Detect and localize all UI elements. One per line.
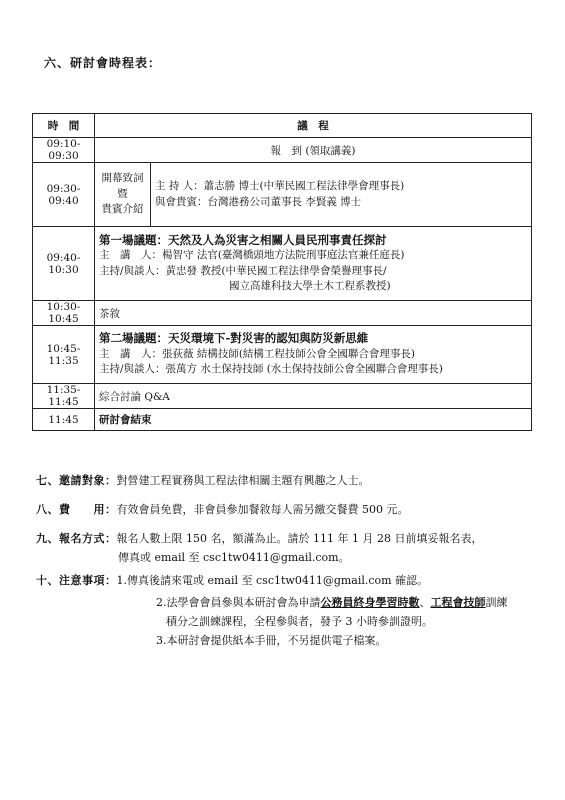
- row-time: 11:35-11:45: [33, 384, 95, 409]
- table-row: [33, 227, 532, 301]
- row-time: 09:40-10:30: [33, 227, 95, 301]
- session-2-title: 第二場議題：天災環境下-對災害的認知與防災新思維: [99, 331, 369, 346]
- section-title: 六、研討會時程表：: [44, 56, 162, 70]
- notice-2-line2: 積分之訓練課程，全程參與者，發予 3 小時參訓證明。: [166, 615, 433, 628]
- notice-3: 3.本研討會提供紙本手冊，不另提供電子檔案。: [156, 634, 387, 647]
- table-row: [33, 384, 532, 409]
- notice-row: 十、注意事項：1.傳真後請來電或 email 至 csc1tw0411@gmail.com 確認。: [36, 574, 429, 587]
- fee-row: 八、費 用：有效會員免費，非會員參加餐敘每人需另繳交餐費 500 元。: [36, 503, 409, 516]
- table-row: [33, 409, 532, 431]
- row-text: 綜合討論 Q&A: [95, 384, 532, 409]
- registration-row: 九、報名方式：報名人數上限 150 名，額滿為止。請於 111 年 1 月 28 日前填妥報名表，: [36, 532, 483, 545]
- registration-line2: 傳真或 email 至 csc1tw0411@gmail.com。: [118, 551, 350, 564]
- opening-label: 開幕致詞 暨 貴賓介紹: [95, 163, 151, 227]
- row-details: 第二場議題：天災環境下-對災害的認知與防災新思維 主 講 人：張荻薇 結構技師(結構工程技師公會全國聯合會理事長) 主持/與談人：張萬方 水土保持技師 (水土保持技師公會全國聯合會理事長): [95, 326, 532, 384]
- table-row: [33, 326, 532, 384]
- session-1-title: 第一場議題：天然及人為災害之相關人員民刑事責任探討: [99, 232, 387, 247]
- row-time: 09:30-09:40: [33, 163, 95, 227]
- table-header-row: [33, 114, 532, 138]
- row-time: 10:30-10:45: [33, 301, 95, 326]
- table-row: [33, 301, 532, 326]
- table-row: [33, 138, 532, 163]
- row-time: 10:45-11:35: [33, 326, 95, 384]
- table-row: [33, 163, 532, 227]
- header-agenda: 議 程: [95, 114, 532, 138]
- row-time: 11:45: [33, 409, 95, 431]
- notice-2: 2.法學會會員參與本研討會為申請公務員終身學習時數、工程會技師訓練: [156, 596, 508, 609]
- row-time: 09:10-09:30: [33, 138, 95, 163]
- header-time: 時 間: [33, 114, 95, 138]
- row-details: 主 持 人：蕭志勝 博士(中華民國工程法律學會理事長) 與會貴賓：台灣港務公司董事長 李賢義 博士: [151, 163, 532, 227]
- row-text: 茶敘: [95, 301, 532, 326]
- schedule-table: [32, 113, 532, 431]
- invite-row: 七、邀請對象：對營建工程實務與工程法律相關主題有興趣之人士。: [36, 474, 370, 487]
- row-text: 研討會結束: [95, 409, 532, 431]
- row-details: 第一場議題：天然及人為災害之相關人員民刑事責任探討 主 講 人：楊智守 法官(臺灣橋頭地方法院刑事庭法官兼任庭長) 主持/與談人：黃忠發 教授(中華民國工程法律學會榮譽理事長/ 國立高雄科技大學土木工程系教授): [95, 227, 532, 301]
- row-text: 報 到 (領取講義): [95, 138, 532, 163]
